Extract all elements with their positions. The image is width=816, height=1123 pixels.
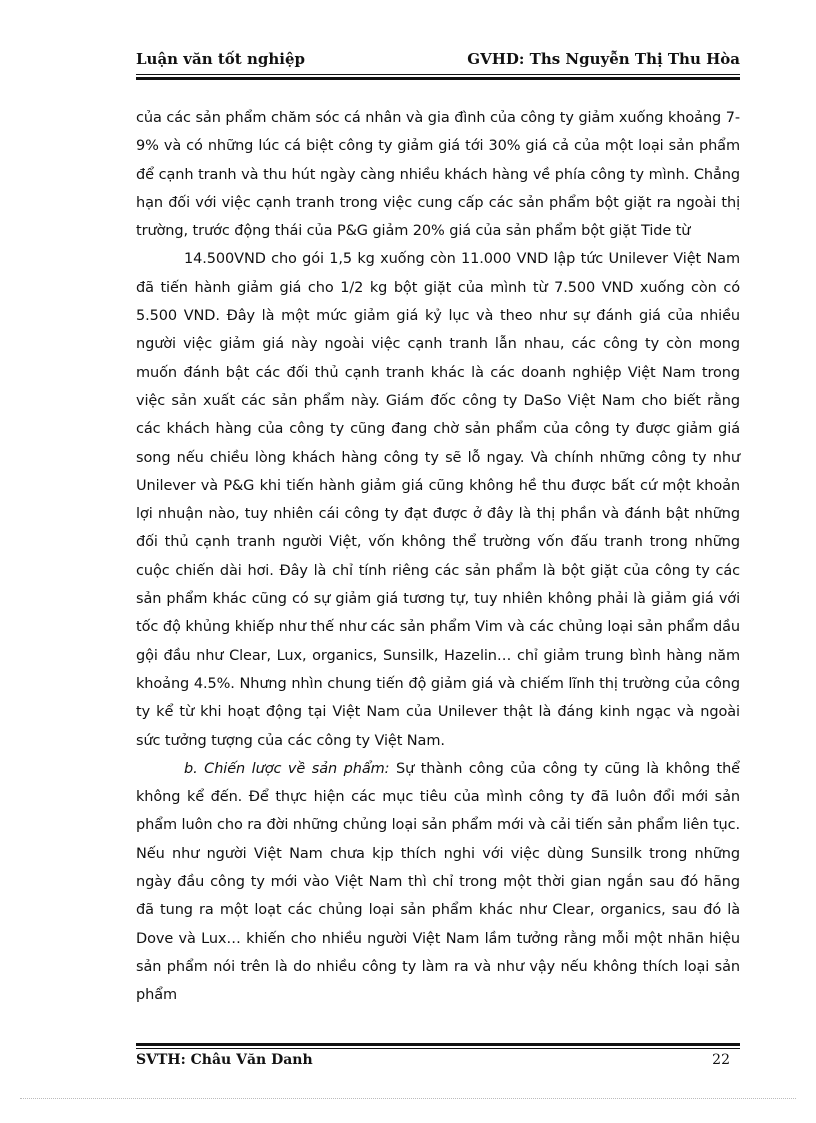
header-advisor: GVHD: Ths Nguyễn Thị Thu Hòa — [467, 50, 740, 68]
section-heading-b: b. Chiến lược về sản phẩm: — [184, 760, 390, 777]
page-footer — [136, 1050, 740, 1074]
footer-author: SVTH: Châu Văn Danh — [136, 1052, 313, 1068]
paragraph-3 — [136, 755, 740, 1010]
header-rule-thin — [136, 74, 740, 75]
paragraph-3-text: Sự thành công của công ty cũng là không thể không kể đến. Để thực hiện các mục tiêu của mình công ty đã luôn đổi mới sản phẩm luôn cho ra đời những chủng loại sản phẩm mới và cải tiến sản phẩm liên tục. Nếu như người Việt Nam chưa kịp thích nghi với việc dùng Sunsilk trong những ngày đầu công ty mới vào Việt Nam thì chỉ trong một thời gian ngắn sau đó hãng đã tung ra một loạt các chủng loại sản phẩm khác như Clear, organics, sau đó là Dove và Lux… khiến cho nhiều người Việt Nam lầm tưởng rằng mỗi một nhãn hiệu sản phẩm nói trên là do nhiều công ty làm ra và như vậy nếu không thích loại sản phẩm — [136, 760, 740, 1004]
body-text — [136, 104, 740, 1010]
footer-rule-thick — [136, 1043, 740, 1046]
footer-rule-thin — [136, 1048, 740, 1049]
page-bottom-border — [20, 1098, 796, 1099]
page-number: 22 — [712, 1052, 730, 1068]
header-rule-thick — [136, 77, 740, 80]
paragraph-2: 14.500VND cho gói 1,5 kg xuống còn 11.000 VND lập tức Unilever Việt Nam đã tiến hành giảm giá cho 1/2 kg bột giặt của mình từ 7.500 VND xuống còn có 5.500 VND. Đây là một mức giảm giá kỷ lục và theo như sự đánh giá của nhiều người việc giảm giá này ngoài việc cạnh tranh lẫn nhau, các công ty còn mong muốn đánh bật các đối thủ cạnh tranh khác là các doanh nghiệp Việt Nam trong việc sản xuất các sản phẩm này. Giám đốc công ty DaSo Việt Nam cho biết rằng các khách hàng của công ty cũng đang chờ sản phẩm của công ty được giảm giá song nếu chiều lòng khách hàng công ty sẽ lỗ ngay. Và chính những công ty như Unilever và P&G khi tiến hành giảm giá cũng không hề thu được bất cứ một khoản lợi nhuận nào, tuy nhiên cái công ty đạt được ở đây là thị phần và đánh bật những đối thủ cạnh tranh người Việt, vốn không thể trường vốn đấu tranh trong những cuộc chiến dài hơi. Đây là chỉ tính riêng các sản phẩm là bột giặt của công ty các sản phẩm khác cũng có sự giảm giá tương tự, tuy nhiên không phải là giảm giá với tốc độ khủng khiếp như thế như các sản phẩm Vim và các chủng loại sản phẩm dầu gội đầu như Clear, Lux, organics, Sunsilk, Hazelin… chỉ giảm trung bình hàng năm khoảng 4.5%. Nhưng nhìn chung tiến độ giảm giá và chiếm lĩnh thị trường của công ty kể từ khi hoạt động tại Việt Nam của Unilever thật là đáng kinh ngạc và ngoài sức tưởng tượng của các công ty Việt Nam. — [136, 251, 740, 749]
paragraph-1: của các sản phẩm chăm sóc cá nhân và gia đình của công ty giảm xuống khoảng 7-9% và có những lúc cá biệt công ty giảm giá tới 30% giá cả của một loại sản phẩm để cạnh tranh và thu hút ngày càng nhiều khách hàng về phía công ty mình. Chẳng hạn đối với việc cạnh tranh trong việc cung cấp các sản phẩm bột giặt ra ngoài thị trường, trước động thái của P&G giảm 20% giá của sản phẩm bột giặt Tide từ — [136, 110, 740, 240]
header-title: Luận văn tốt nghiệp — [136, 50, 305, 68]
page-header — [136, 46, 740, 72]
